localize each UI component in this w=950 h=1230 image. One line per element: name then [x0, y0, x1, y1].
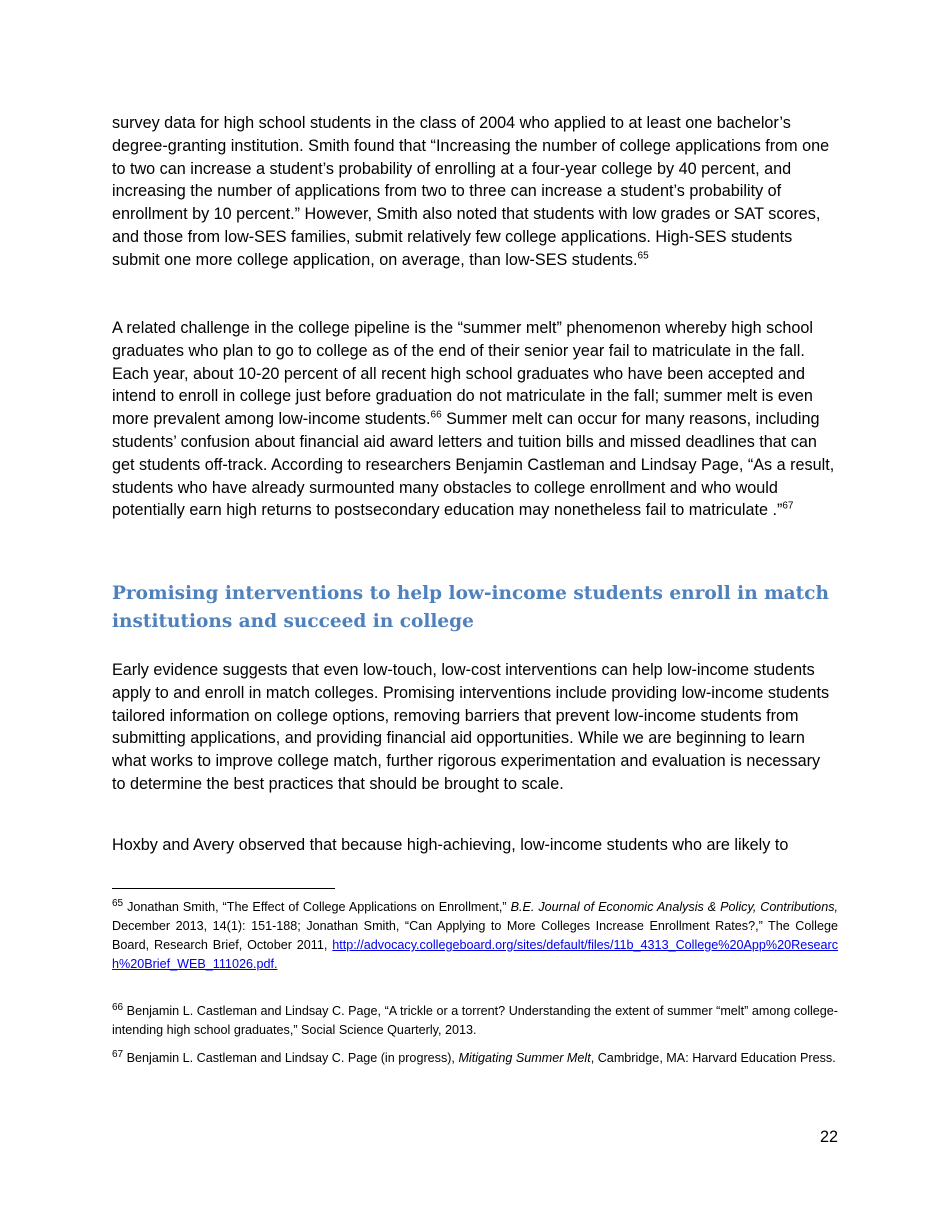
footnote-ref-66[interactable]: 66 [430, 409, 442, 421]
section-heading: Promising interventions to help low-income students enroll in match institutions and succeed in college [112, 583, 829, 632]
book-title: Mitigating Summer Melt [458, 1051, 591, 1065]
footnote-65: $^{65}$ Jonathan Smith, “The Effect of College Applications on Enrollment,” B.E. Journal of Economic Analysis & Policy, Contributions, December 2013, 14(1): 151-188; Jonathan Smith, “Can Applying to More Colleges Increase Enrollment Rates?,” The College Board, Research Brief, October 2011, http://advocacy.collegeboard.org/sites/default/files/11b_4313_College%20App%20Research%20Brief_WEB_111026.pdf. [112, 897, 838, 971]
footnote-ref-67[interactable]: 67 [782, 500, 794, 512]
footnote-number-66: 66 [112, 1001, 124, 1013]
footnote-separator [112, 888, 335, 889]
journal-title: B.E. Journal of Economic Analysis & Policy, Contributions, [510, 900, 838, 914]
body-paragraph-1: survey data for high school students in the class of 2004 who applied to at least one bachelor’s degree-granting institution. Smith found that “Increasing the number of college applications from one to two can increase a student’s probability of enrolling at a four-year college by 40 percent, and increasing the number of applications from two to three can increase a student’s probability of enrollment by 10 percent.” However, Smith also noted that students with low grades or SAT scores, and those from low-SES families, submit relatively few college applications. High-SES students submit one more college application, on average, than low-SES students.$^{65}$ [112, 114, 830, 269]
footnote-67: $^{67}$ Benjamin L. Castleman and Lindsay C. Page (in progress), Mitigating Summer Melt, Cambridge, MA: Harvard Education Press. [112, 1048, 836, 1065]
footnote-number-65: 65 [112, 897, 124, 909]
footnote-link[interactable]: http://advocacy.collegeboard.org/sites/default/files/11b_4313_College%20App%20Research%20Brief_WEB_111026.pdf. [112, 938, 838, 971]
footnote-number-67: 67 [112, 1048, 124, 1060]
body-paragraph-2: A related challenge in the college pipeline is the “summer melt” phenomenon whereby high school graduates who plan to go to college as of the end of their senior year fail to matriculate in the fall. Each year, about 10-20 percent of all recent high school graduates who have been accepted and intend to enroll in college just before graduation do not matriculate in the fall; summer melt is even more prevalent among low-income students.$^{66}$ Summer melt can occur for many reasons, including students’ confusion about financial aid award letters and tuition bills and missed deadlines that can get students off-track. According to researchers Benjamin Castleman and Lindsay Page, “As a result, students who have already surmounted many obstacles to college enrollment and who would potentially earn high returns to postsecondary education may nonetheless fail to matriculate .”$^{67}$ [112, 319, 835, 520]
footnote-66: $^{66}$ Benjamin L. Castleman and Lindsay C. Page, “A trickle or a torrent? Understanding the extent of summer “melt” among college-intending high school graduates,” Social Science Quarterly, 2013. [112, 1001, 838, 1037]
footnote-ref-65[interactable]: 65 [637, 250, 649, 262]
body-paragraph-4: Hoxby and Avery observed that because high-achieving, low-income students who are likely to [112, 836, 789, 854]
body-paragraph-3: Early evidence suggests that even low-touch, low-cost interventions can help low-income students apply to and enroll in match colleges. Promising interventions include providing low-income students tailored information on college options, removing barriers that prevent low-income students from submitting applications, and providing financial aid opportunities. While we are beginning to learn what works to improve college match, further rigorous experimentation and evaluation is necessary to determine the best practices that should be brought to scale. [112, 661, 830, 793]
page-number: 22 [819, 1128, 838, 1146]
